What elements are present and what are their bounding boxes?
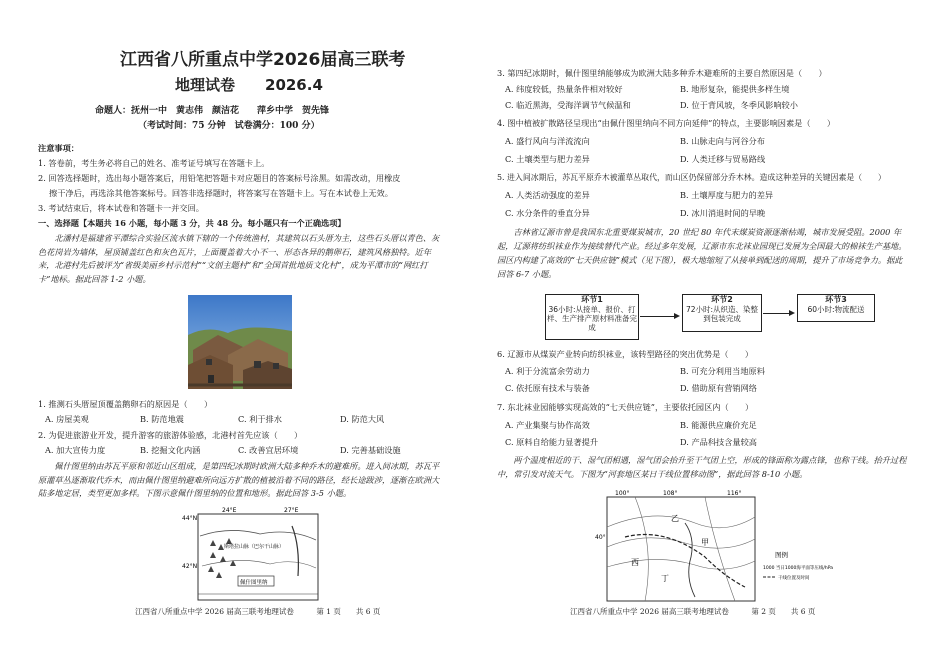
q2-option-c: C. 改善宜居环境 [238, 445, 299, 455]
q4-option-b: B. 山脉走向与河谷分布 [680, 136, 765, 146]
flow-step-1-title: 环节1 [581, 295, 603, 304]
q7-option-a: A. 产业集聚与协作高效 [505, 420, 590, 430]
q7-option-b: B. 能源供应廉价充足 [680, 420, 757, 430]
notice-2b: 擦干净后，再选涂其他答案标号。回答非选择题时，将答案写在答题卡上。写在本试卷上无效。 [49, 188, 393, 198]
map2-lon116: 116° [727, 490, 742, 497]
question-6: 6. 辽源市从煤炭产业转向纺织袜业，该转型路径的突出优势是（ ） [497, 349, 754, 359]
page-2-footer: 江西省八所重点中学 2026 届高三联考地理试卷 第 2 页 共 6 页 [570, 607, 816, 616]
flow-step-1-body: 36小时:从接单、报价、打样、生产排产原材料准备完成 [547, 305, 637, 332]
q3-option-a: A. 纬度较低，热量条件相对较好 [505, 84, 623, 94]
q1-option-a: A. 房屋美观 [45, 414, 89, 424]
q4-option-a: A. 盛行风向与洋流流向 [505, 136, 590, 146]
passage-3: 吉林省辽源市曾是我国东北重要煤炭城市，20 世纪 80 年代末煤炭资源逐渐枯竭，城市发展受阻。2000 年起，辽源将纺织袜业作为接续替代产业。经过多年发展，辽源市东北袜业园现已发展为全国最大的棉袜生产基地。园区内构建了高效的“七天供应链”模式（见下图），极大地缩短了从接单到配送的周期，提升了市场竞争力。据此回答 6-7 小题。 [497, 227, 907, 279]
flow-step-1 [545, 294, 639, 340]
map1-lat42: 42°N [182, 563, 198, 570]
flow-step-3 [797, 294, 875, 322]
map1-place-label: 佩什图里纳 [240, 580, 268, 586]
map2-label-yi: 乙 [671, 514, 679, 523]
flow-step-3-body: 60小时:物流配送 [807, 305, 865, 314]
question-5: 5. 进入间冰期后，苏瓦平原乔木被灌草丛取代，而山区仍保留部分乔木林。造成这种差异的关键因素是（ ） [497, 173, 886, 182]
notice-3: 3. 考试结束后，将本试卷和答题卡一并交回。 [38, 203, 204, 213]
map2-legend-1: 1000 当日1000海平面等压线/hPa [763, 566, 833, 571]
map2-lat40: 40° [595, 534, 606, 541]
q3-option-d: D. 位于背风坡，冬季风影响较小 [680, 100, 798, 110]
exam-title: 江西省八所重点中学2026届高三联考 [120, 50, 406, 70]
q2-option-a: A. 加大宣传力度 [45, 445, 106, 455]
flow-arrow-2 [763, 313, 793, 314]
flow-arrow-1 [640, 316, 678, 317]
page-1-footer: 江西省八所重点中学 2026 届高三联考地理试卷 第 1 页 共 6 页 [135, 607, 381, 616]
q4-option-d: D. 人类迁移与贸易路线 [680, 154, 766, 164]
q5-option-b: B. 土壤厚度与肥力的差异 [680, 190, 774, 200]
map1-lat44: 44°N [182, 515, 198, 522]
question-7: 7. 东北袜业园能够实现高效的“七天供应链”，主要依托园区内（ ） [497, 402, 754, 412]
q2-option-d: D. 完善基础设施 [340, 445, 401, 455]
map2-label-xi: 西 [631, 558, 639, 567]
q1-option-d: D. 防范大风 [340, 414, 385, 424]
flow-step-2 [682, 294, 762, 332]
map1-range-label: 斯塔拉山脉（巴尔干山脉） [224, 544, 285, 550]
map2-legend-2: 干线位置及时间 [778, 576, 810, 581]
q3-option-b: B. 地形复杂，能提供多样生境 [680, 84, 790, 94]
passage-4: 两个温度相近的干、湿气团相遇，湿气团会抬升至干气团上空，形成的锋面称为露点锋，也称干线。抬升过程中，常引发对流天气。下图为“河套地区某日干线位置移动图”，据此回答 8-10 小题。 [497, 455, 907, 479]
question-4: 4. 图中植被扩散路径呈现出“由佩什图里纳向不同方向延伸”的特点，主要影响因素是（ ） [497, 118, 836, 128]
map1-lon27: 27°E [284, 507, 299, 514]
q6-option-b: B. 可充分利用当地原料 [680, 366, 765, 376]
map2-lon100: 100° [615, 490, 630, 497]
section-1-title: 一、选择题【本题共 16 小题，每小题 3 分，共 48 分。每小题只有一个正确选项】 [38, 218, 346, 228]
hetao-map [595, 487, 845, 605]
q1-option-b: B. 防范地震 [140, 414, 184, 424]
q1-option-c: C. 利于排水 [238, 414, 282, 424]
q5-option-a: A. 人类活动强度的差异 [505, 190, 590, 200]
notice-1: 1. 答卷前，考生务必将自己的姓名、准考证号填写在答题卡上。 [38, 158, 270, 168]
q5-option-c: C. 水分条件的垂直分异 [505, 208, 590, 218]
flow-step-3-title: 环节3 [825, 295, 847, 304]
map2-legend-title: 图例 [775, 551, 788, 559]
balkan-map [180, 506, 330, 606]
q6-option-c: C. 依托原有技术与装备 [505, 383, 590, 393]
flow-step-2-title: 环节2 [711, 295, 733, 304]
q7-option-c: C. 原料自给能力显著提升 [505, 437, 599, 447]
flow-step-2-body: 72小时:从织造、染整到包装完成 [685, 305, 759, 323]
map1-lon24: 24°E [222, 507, 237, 514]
q5-option-d: D. 冰川消退时间的早晚 [680, 208, 766, 218]
q4-option-c: C. 土壤类型与肥力差异 [505, 154, 590, 164]
map2-label-jia: 甲 [701, 538, 709, 547]
exam-info: （考试时间：75 分钟 试卷满分：100 分） [138, 121, 320, 131]
notice-title: 注意事项： [38, 143, 79, 153]
passage-1: 北潘村是福建省平潭综合实验区流水镇下辖的一个传统渔村，其建筑以石头厝为主，这些石头厝以青色、灰色花岗岩为墙体，屋顶铺盖红色和灰色瓦片，上面覆盖着大小不一、形态各异的鹅卵石，建筑风格独特。近年来，北港村先后被评为“省级美丽乡村示范村”“文创主题村”和“全国首批地质文化村”，成为平潭市的“网红打卡”地标。据此回答 1-2 小题。 [38, 233, 440, 284]
q7-option-d: D. 产品科技含量较高 [680, 437, 757, 447]
map2-lon108: 108° [663, 490, 678, 497]
exam-subtitle: 地理试卷 2026.4 [175, 76, 323, 94]
map2-label-ding: 丁 [661, 574, 669, 583]
page-2 [475, 0, 950, 654]
question-2: 2. 为促进旅游业开发，提升游客的旅游体验感，北港村首先应该（ ） [38, 430, 303, 440]
passage-2: 佩什图里纳由苏瓦平原和邻近山区组成，是第四纪冰期时欧洲大陆多种乔木的避难所。进入间冰期，苏瓦平原灌草丛逐渐取代乔木，而由佩什图里纳避难所向远方扩散的植被沿着不同的路径，经长途跋涉，逐渐在欧洲大陆多地定居，类型更加多样。下图示意佩什图里纳的位置和地形。据此回答 3-5 小题。 [38, 461, 440, 498]
notice-2a: 2. 回答选择题时，选出每小题答案后，用铅笔把答题卡对应题目的答案标号涂黑。如需改动，用橡皮 [38, 173, 401, 183]
q2-option-b: B. 挖掘文化内涵 [140, 445, 201, 455]
village-photo [188, 295, 292, 389]
q6-option-a: A. 利于分流富余劳动力 [505, 366, 590, 376]
question-3: 3. 第四纪冰期时，佩什图里纳能够成为欧洲大陆多种乔木避难所的主要自然原因是（ ） [497, 68, 827, 78]
authors: 命题人：抚州一中 黄志伟 颜洁花 萍乡中学 贺先锋 [95, 106, 330, 116]
q3-option-c: C. 临近黑海，受海洋调节气候温和 [505, 100, 631, 110]
q6-option-d: D. 借助原有营销网络 [680, 383, 757, 393]
question-1: 1. 推测石头厝屋顶覆盖鹅卵石的原因是（ ） [38, 399, 213, 409]
